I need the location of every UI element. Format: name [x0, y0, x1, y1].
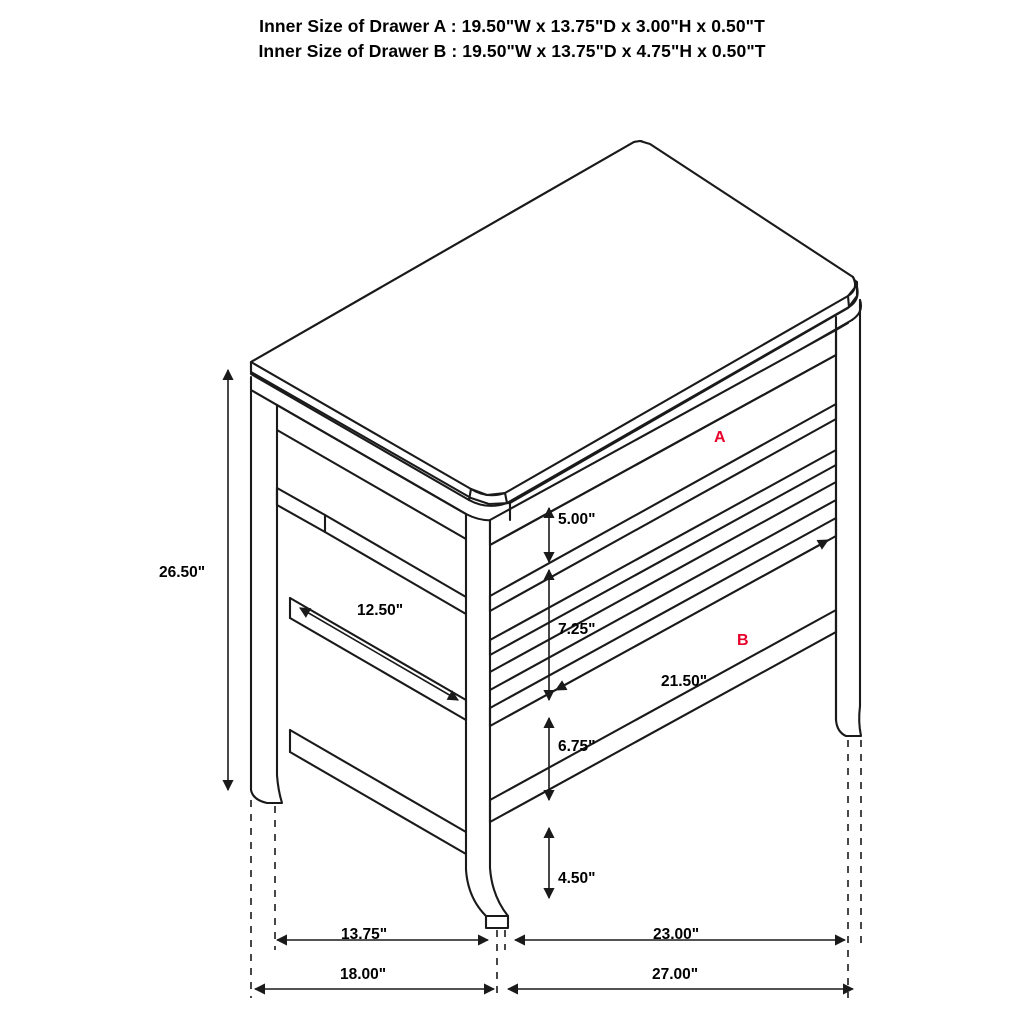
label-shelf-gap: 6.75"	[558, 738, 596, 755]
label-overall-width: 27.00"	[652, 966, 699, 983]
dim-shelf-depth	[300, 608, 458, 700]
label-overall-depth: 18.00"	[340, 966, 387, 983]
label-base-depth: 13.75"	[341, 926, 388, 943]
label-shelf-width: 21.50"	[661, 673, 708, 690]
drawer-b-spec: Inner Size of Drawer B : 19.50"W x 13.75"D x 4.75"H x 0.50"T	[258, 41, 766, 61]
label-base-width: 23.00"	[653, 926, 700, 943]
label-shelf-depth: 12.50"	[357, 602, 404, 619]
drawer-a-spec: Inner Size of Drawer A : 19.50"W x 13.75"D x 3.00"H x 0.50"T	[259, 16, 765, 36]
drawer-a-letter: A	[714, 429, 726, 446]
label-total-height: 26.50"	[159, 564, 206, 581]
label-drawer-a-height: 5.00"	[558, 511, 596, 528]
dim-shelf-width	[556, 540, 828, 690]
table-body	[251, 141, 861, 928]
label-leg-height: 4.50"	[558, 870, 596, 887]
label-drawer-b-height: 7.25"	[558, 621, 596, 638]
drawer-b-letter: B	[737, 632, 749, 649]
